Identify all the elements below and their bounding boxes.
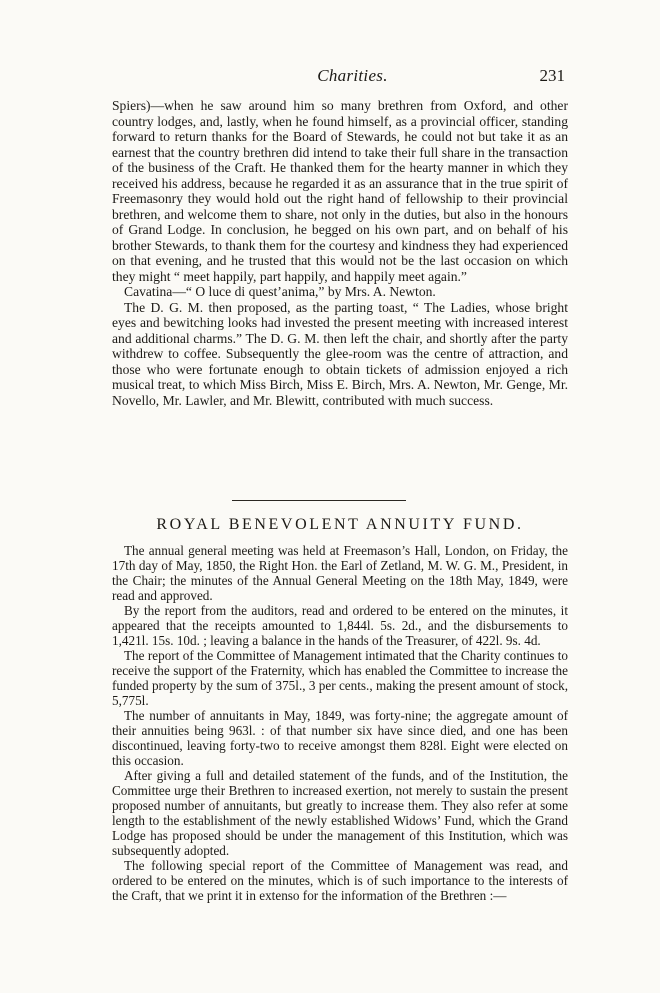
paragraph: After giving a full and detailed statement of the funds, and of the Institution, the Committee urge their Brethren to increased exertion, not merely to sustain the present proposed number of annuitants, but greatly to increase them. They also refer at some length to the establishment of the newly established Widows’ Fund, which the Grand Lodge has proposed should be under the management of this Institution, which was subsequently adopted. [112,768,568,858]
paragraph: The report of the Committee of Management intimated that the Charity continues to receive the support of the Fraternity, which has enabled the Committee to increase the funded property by the sum of 375l., 3 per cents., making the present amount of stock, 5,775l. [112,648,568,708]
page-number: 231 [539,66,565,85]
charities-report-continuation [112,98,568,408]
annuity-fund-report [112,543,568,903]
paragraph: The D. G. M. then proposed, as the parting toast, “ The Ladies, whose bright eyes and bewitching looks had invested the present meeting with increased interest and additional charms.” The D. G. M. then left the chair, and shortly after the party withdrew to coffee. Subsequently the glee-room was the centre of attraction, and those who were fortunate enough to obtain tickets of admission enjoyed a rich musical treat, to which Miss Birch, Miss E. Birch, Mrs. A. Newton, Mr. Genge, Mr. Novello, Mr. Lawler, and Mr. Blewitt, contributed with much success. [112,299,568,408]
page-header [140,66,565,90]
running-title: Charities. [317,66,388,85]
section-divider [232,500,406,501]
paragraph: By the report from the auditors, read and ordered to be entered on the minutes, it appeared that the receipts amounted to 1,844l. 5s. 2d., and the disbursements to 1,421l. 15s. 10d. ; leaving a balance in the hands of the Treasurer, of 422l. 9s. 4d. [112,603,568,648]
paragraph: The number of annuitants in May, 1849, was forty-nine; the aggregate amount of their annuities being 963l. : of that number six have since died, and one has been discontinued, leaving forty-two to receive amongst them 828l. Eight were elected on this occasion. [112,708,568,768]
section-heading: ROYAL BENEVOLENT ANNUITY FUND. [156,516,524,533]
paragraph: The following special report of the Committee of Management was read, and ordered to be entered on the minutes, which is of such importance to the interests of the Craft, that we print it in extenso for the information of the Brethren :— [112,858,568,903]
paragraph: Cavatina—“ O luce di quest’anima,” by Mrs. A. Newton. [124,284,436,299]
paragraph: The annual general meeting was held at Freemason’s Hall, London, on Friday, the 17th day of May, 1850, the Right Hon. the Earl of Zetland, M. W. G. M., President, in the Chair; the minutes of the Annual General Meeting on the 18th May, 1849, were read and approved. [112,543,568,603]
paragraph: Spiers)—when he saw around him so many brethren from Oxford, and other country lodges, and, lastly, when he found himself, as a provincial officer, standing forward to return thanks for the Board of Stewards, he could not but take it as an earnest that the country brethren did intend to take their full share in the transaction of the business of the Craft. He thanked them for the hearty manner in which they received his address, because he regarded it as an assurance that in the true spirit of Freemasonry they would hold out the right hand of fellowship to their provincial brethren, and welcome them to share, not only in the duties, but also in the honours of Grand Lodge. In conclusion, he begged on his own part, and on behalf of his brother Stewards, to thank them for the courtesy and kindness they had experienced on that evening, and he trusted that this would not be the last occasion on which they might “ meet happily, part happily, and happily meet again.” [112,98,568,284]
